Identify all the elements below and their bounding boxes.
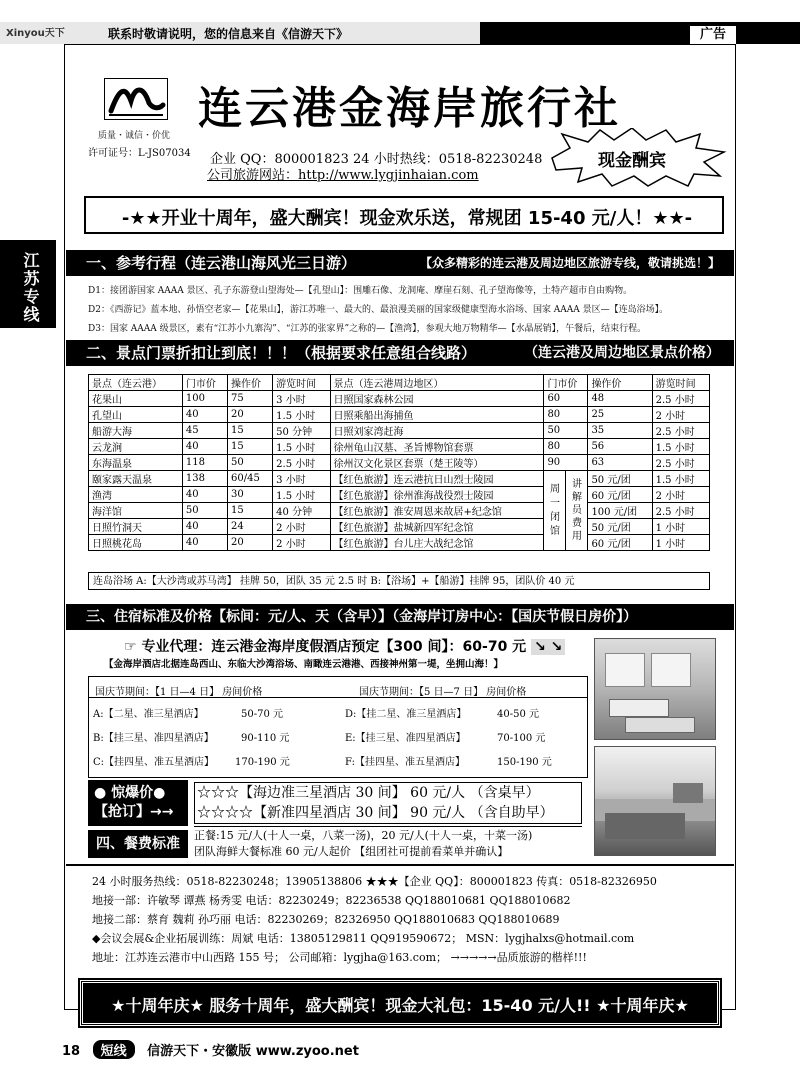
hotel-agent-line	[124, 636, 565, 656]
hotel-room-photo	[594, 638, 716, 740]
hotel-price-e: 70-100 元	[497, 733, 546, 744]
table-cell: 1.5 小时	[652, 439, 709, 455]
table-cell: 3 小时	[273, 471, 330, 487]
section-tickets-header	[66, 340, 734, 366]
anniversary-banner: ★十周年庆★ 服务十周年，盛大酬宾！现金大礼包：15-40 元/人!! ★十周年庆★	[80, 980, 720, 1026]
table-cell: 日照竹洞天	[89, 519, 183, 535]
table-cell: 50	[544, 423, 588, 439]
table-cell: 东海温泉	[89, 455, 183, 471]
table-cell: 船游大海	[89, 423, 183, 439]
table-cell: 颐家露天温泉	[89, 471, 183, 487]
itinerary-day-1: D1：接团游国家 AAAA 景区、孔子东游登山望海处—【孔望山】：围雕石像、龙洞庵、摩崖石刻、孔子望海像等，土特产超市自由购物。	[88, 286, 633, 296]
col-header: 景点（连云港周边地区）	[330, 375, 544, 391]
table-cell: 50 元/团	[588, 471, 652, 487]
table-cell: 40 分钟	[273, 503, 330, 519]
burst-text: 现金酬宾	[598, 151, 666, 171]
col-header: 景点（连云港）	[89, 375, 183, 391]
table-cell: 40	[182, 519, 227, 535]
table-cell: 80	[544, 439, 588, 455]
dept-2-line: 地接二部：蔡育 魏莉 孙巧丽 电话：82230269；82326950 QQ188010683 QQ188010689	[92, 913, 560, 926]
table-cell: 25	[588, 407, 652, 423]
table-cell: 118	[182, 455, 227, 471]
agency-logo-icon	[104, 78, 168, 120]
promo-banner-text: -★★开业十周年，盛大酬宾！现金欢乐送，常规团 15-40 元/人！★★-	[121, 208, 693, 229]
license-number: 许可证号：L-JS07034	[88, 148, 191, 159]
table-cell: 60 元/团	[588, 535, 652, 551]
table-cell: 渔湾	[89, 487, 183, 503]
section-tickets-note: （连云港及周边地区景点价格）	[524, 345, 720, 361]
table-cell: 20	[228, 535, 273, 551]
ticket-price-table	[88, 374, 710, 551]
page-footer	[62, 1040, 359, 1059]
hotel-tier-b: B:【挂三星、准四星酒店】	[93, 733, 214, 744]
meal-divider	[194, 826, 582, 827]
deal-line-1: ☆☆☆【海边准三星酒店 30 间】 60 元/人 （含桌早）	[197, 785, 540, 801]
table-cell: 1.5 小时	[652, 471, 709, 487]
hotel-price-d: 40-50 元	[497, 709, 540, 720]
hotel-price-a: 50-70 元	[241, 709, 284, 720]
section-itinerary-note: 【众多精彩的连云港及周边地区旅游专线，敬请挑选！】	[419, 256, 720, 270]
table-cell: 1.5 小时	[273, 407, 330, 423]
itinerary-day-3: D3：国家 AAAA 级景区，素有“江苏小九寨沟”、“江苏的张家界”之称的—【渔湾】，参观大地万物精华—【水晶展销】，午餐后，结束行程。	[88, 324, 647, 334]
hotel-price-c: 170-190 元	[235, 757, 290, 768]
table-cell: 1.5 小时	[273, 487, 330, 503]
hotel-address-note: 【金海岸酒店北据连岛西山、东临大沙湾浴场、南瞰连云港港、西接神州第一堤，坐拥山海！】	[104, 659, 504, 670]
table-cell: 50	[182, 503, 227, 519]
table-cell: 15	[228, 423, 273, 439]
table-cell: 50 元/团	[588, 519, 652, 535]
deal-lines	[194, 782, 582, 824]
table-header-row	[89, 375, 710, 391]
source-notice: 联系时敬请说明，您的信息来自《信游天下》	[108, 27, 349, 41]
ad-tag: 广告	[690, 26, 736, 44]
table-cell: 63	[588, 455, 652, 471]
section-hotel-title: 三、住宿标准及价格【标间：元/人、天（含早）】（金海岸订房中心：【国庆节假日房价】）	[86, 609, 638, 625]
table-cell: 48	[588, 391, 652, 407]
table-row	[89, 439, 710, 455]
dept-1-line: 地接一部：许敏琴 谭燕 杨秀雯 电话：82230249；82236538 QQ188010681 QQ188010682	[92, 894, 571, 907]
table-cell: 75	[228, 391, 273, 407]
closed-monday-label: 周一闭馆	[544, 471, 566, 551]
hotel-tier-f: F:【挂四星、准五星酒店】	[345, 757, 465, 768]
table-cell: 日照桃花岛	[89, 535, 183, 551]
table-cell: 40	[182, 439, 227, 455]
deal-label-box	[88, 780, 188, 826]
col-header: 门市价	[182, 375, 227, 391]
table-cell: 日照乘船出海捕鱼	[330, 407, 544, 423]
itinerary-day-2: D2：《西游记》蓝本地、孙悟空老家—【花果山】，游江苏唯一、最大的、最浪漫美丽的国家级健康型海水浴场、国家 AAAA 景区—【连岛浴场】。	[88, 305, 669, 315]
table-cell: 60 元/团	[588, 487, 652, 503]
table-cell: 2 小时	[652, 487, 709, 503]
table-cell: 【红色旅游】连云港抗日山烈士陵园	[330, 471, 544, 487]
table-row	[89, 391, 710, 407]
table-cell: 日照刘家湾赶海	[330, 423, 544, 439]
contacts-divider	[66, 864, 734, 866]
agency-name: 连云港金海岸旅行社	[198, 83, 621, 134]
table-cell: 35	[588, 423, 652, 439]
table-cell: 40	[182, 487, 227, 503]
table-cell: 2.5 小时	[273, 455, 330, 471]
section-itinerary-title: 一、参考行程（连云港山海风光三日游）	[86, 254, 357, 272]
table-cell: 徐州汉文化景区套票（楚王陵等）	[330, 455, 544, 471]
meal-line-2: 团队海鲜大餐标准 60 元/人起价 【组团社可提前看菜单并确认】	[194, 845, 509, 858]
table-cell: 50 分钟	[273, 423, 330, 439]
hotel-divider	[89, 697, 587, 698]
hotel-tier-d: D:【挂二星、准三星酒店】	[345, 709, 467, 720]
table-cell: 2 小时	[273, 519, 330, 535]
table-cell: 2 小时	[652, 407, 709, 423]
table-cell: 2 小时	[273, 535, 330, 551]
page-number: 18	[62, 1044, 81, 1059]
table-cell: 2.5 小时	[652, 455, 709, 471]
table-cell: 花果山	[89, 391, 183, 407]
itinerary-list	[88, 282, 668, 339]
table-cell: 云龙涧	[89, 439, 183, 455]
hotel-price-b: 90-110 元	[241, 733, 290, 744]
magazine-logo: Xinyou天下	[6, 28, 65, 39]
table-cell: 孔望山	[89, 407, 183, 423]
table-cell: 45	[182, 423, 227, 439]
table-cell: 56	[588, 439, 652, 455]
table-cell: 80	[544, 407, 588, 423]
table-cell: 【红色旅游】徐州淮海战役烈士陵园	[330, 487, 544, 503]
table-row	[89, 503, 710, 519]
table-row	[89, 423, 710, 439]
col-header: 操作价	[228, 375, 273, 391]
agency-contact: 企业 QQ：800001823 24 小时热线：0518-82230248	[210, 152, 543, 167]
meal-line-1: 正餐:15 元/人(十人一桌，八菜一汤)，20 元/人(十人一桌，十菜一汤)	[194, 829, 533, 842]
table-cell: 1.5 小时	[273, 439, 330, 455]
magazine-brand: 信游天下・安徽版 www.zyoo.net	[147, 1044, 359, 1059]
seaside-hotel-photo	[594, 746, 716, 856]
col-header: 游览时间	[273, 375, 330, 391]
guide-fee-label: 讲解员费用	[566, 471, 588, 551]
table-cell: 2.5 小时	[652, 423, 709, 439]
deal-label-2: 【抢订】→→	[94, 804, 174, 820]
deal-label-1: ● 惊爆价●	[94, 785, 166, 801]
table-cell: 50	[228, 455, 273, 471]
table-cell: 3 小时	[273, 391, 330, 407]
table-row	[89, 407, 710, 423]
section-pill: 短线	[93, 1040, 135, 1059]
table-cell: 100 元/团	[588, 503, 652, 519]
hotel-price-box	[88, 676, 588, 778]
hotel-price-f: 150-190 元	[497, 757, 552, 768]
deal-line-2: ☆☆☆☆【新准四星酒店 30 间】 90 元/人 （含自助早）	[197, 805, 554, 821]
period-1-header: 国庆节期间：【1 日—4 日】 房间价格	[95, 687, 263, 698]
table-cell: 1 小时	[652, 535, 709, 551]
agency-slogan: 质量・诚信・价优	[98, 131, 171, 141]
cash-reward-burst	[548, 128, 728, 192]
table-row	[89, 487, 710, 503]
hotline-line: 24 小时服务热线：0518-82230248；13905138806 ★★★【企业 QQ】：800001823 传真：0518-82326950	[92, 875, 657, 888]
section-hotel-header	[66, 604, 734, 630]
table-row	[89, 519, 710, 535]
hotel-tier-e: E:【挂三星、准四星酒店】	[345, 733, 466, 744]
conference-line: ◆会议会展&企业拓展训练：周斌 电话：13805129811 QQ919590672； MSN：lygjhalxs@hotmail.com	[92, 932, 635, 945]
side-tab-jiangsu: 江苏专线	[0, 240, 56, 328]
table-cell: 138	[182, 471, 227, 487]
contacts-block	[92, 872, 657, 967]
table-cell: 【红色旅游】淮安周恩来故居+纪念馆	[330, 503, 544, 519]
meal-title: 四、餐费标准	[88, 830, 188, 858]
section-tickets-title: 二、景点门票折扣让到底！！！（根据要求任意组合线路）	[86, 344, 477, 362]
table-cell: 100	[182, 391, 227, 407]
table-cell: 20	[228, 407, 273, 423]
table-cell: 日照国家森林公园	[330, 391, 544, 407]
address-line: 地址：江苏连云港市中山西路 155 号； 公司邮箱：lygjha@163.com； →→→→→品质旅游的楷样!!!	[92, 951, 587, 964]
table-cell: 60/45	[228, 471, 273, 487]
table-cell: 90	[544, 455, 588, 471]
table-cell: 30	[228, 487, 273, 503]
hotel-agent-text: 专业代理：连云港金海岸度假酒店预定【300 间】：60-70 元	[141, 639, 527, 655]
agency-website-link[interactable]: 公司旅游网站：http://www.lygjinhaian.com	[207, 168, 479, 183]
arrow-icons: ↘ ↘	[531, 639, 565, 655]
table-cell: 24	[228, 519, 273, 535]
table-cell: 1 小时	[652, 519, 709, 535]
section-itinerary-header	[66, 250, 734, 276]
table-row	[89, 455, 710, 471]
table-row	[89, 471, 710, 487]
table-cell: 海洋馆	[89, 503, 183, 519]
col-header: 游览时间	[652, 375, 709, 391]
hand-pointer-icon: ☞	[124, 639, 142, 655]
col-header: 操作价	[588, 375, 652, 391]
table-cell: 【红色旅游】台儿庄大战纪念馆	[330, 535, 544, 551]
meal-lines	[194, 826, 582, 860]
table-cell: 徐州龟山汉墓、圣旨博物馆套票	[330, 439, 544, 455]
table-cell: 15	[228, 439, 273, 455]
table-cell: 2.5 小时	[652, 503, 709, 519]
beach-bath-row: 连岛浴场 A:【大沙湾或苏马湾】 挂牌 50，团队 35 元 2.5 时 B:【浴场】+【船游】挂牌 95，团队价 40 元	[88, 572, 710, 590]
period-2-header: 国庆节期间：【5 日—7 日】 房间价格	[359, 687, 527, 698]
hotel-tier-c: C:【挂四星、准五星酒店】	[93, 757, 215, 768]
hotel-tier-a: A:【二星、准三星酒店】	[93, 709, 204, 720]
table-cell: 40	[182, 407, 227, 423]
table-cell: 2.5 小时	[652, 391, 709, 407]
table-cell: 40	[182, 535, 227, 551]
col-header: 门市价	[544, 375, 588, 391]
table-cell: 15	[228, 503, 273, 519]
table-cell: 60	[544, 391, 588, 407]
table-cell: 【红色旅游】盐城新四军纪念馆	[330, 519, 544, 535]
table-row	[89, 535, 710, 551]
